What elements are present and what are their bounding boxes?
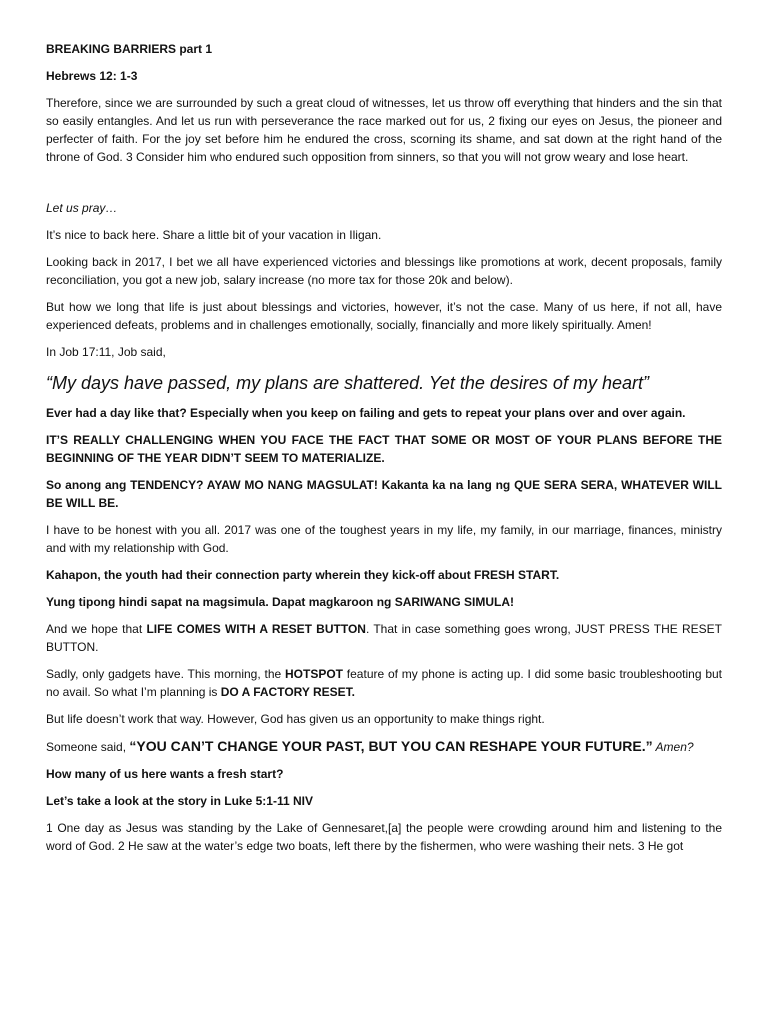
sadly-text-1: Sadly, only gadgets have. This morning, the [46,667,285,681]
someone-quote: “YOU CAN’T CHANGE YOUR PAST, BUT YOU CAN RESHAPE YOUR FUTURE.” [129,738,653,754]
reset-text-4: JUST PRESS THE RESET BUTTON. [46,622,723,654]
sadly-text-4: DO A FACTORY RESET. [220,685,356,699]
paragraph-kahapon: Kahapon, the youth had their connection party wherein they kick-off about FRESH START. [46,568,560,582]
paragraph-ever: Ever had a day like that? Especially when you keep on failing and gets to repeat your plans over and over again. [46,406,686,420]
paragraph-how-many: How many of us here wants a fresh start? [46,767,284,781]
sadly-text-3: feature of my phone is acting up. I did some basic troubleshooting but no avail. So what I’m planning is [46,667,722,699]
spacer [46,175,722,199]
prayer-line: Let us pray… [46,201,118,215]
document-title: BREAKING BARRIERS part 1 [46,42,213,56]
someone-amen: Amen? [652,740,694,754]
someone-text-1: Someone said, [46,740,130,754]
reset-text-2: LIFE COMES WITH A RESET BUTTON [146,622,366,636]
paragraph-someone [46,737,722,756]
paragraph-honest: I have to be honest with you all. 2017 was one of the toughest years in my life, my family, in our marriage, finances, ministry and with my relationship with God. [46,523,722,555]
paragraph-nice: It’s nice to back here. Share a little bit of your vacation in Iligan. [46,228,382,242]
reset-text-1: And we hope that [46,622,147,636]
paragraph-sadly [46,665,722,701]
scripture-reference: Hebrews 12: 1-3 [46,69,138,83]
paragraph-life: But life doesn’t work that way. However, God has given us an opportunity to make things right. [46,712,545,726]
paragraph-job: In Job 17:11, Job said, [46,345,166,359]
paragraph-reset [46,620,722,656]
scripture-text: Therefore, since we are surrounded by such a great cloud of witnesses, let us throw off everything that hinders and the sin that so easily entangles. And let us run with perseverance the race marked out for us, 2 fixing our eyes on Jesus, the pioneer and perfecter of faith. For the joy set before him he endured the cross, scorning its shame, and sat down at the right hand of the throne of God. 3 Consider him who endured such opposition from sinners, so that you will not grow weary and lose heart. [46,96,722,164]
paragraph-tendency: So anong ang TENDENCY? AYAW MO NANG MAGSULAT! Kakanta ka na lang ng QUE SERA SERA, WHATEVER WILL BE WILL BE. [46,478,722,510]
paragraph-luke: Let’s take a look at the story in Luke 5:1-11 NIV [46,794,313,808]
paragraph-luke-text: 1 One day as Jesus was standing by the Lake of Gennesaret,[a] the people were crowding around him and listening to the word of God. 2 He saw at the water’s edge two boats, left there by the fishermen, who were washing their nets. 3 He got [46,821,722,853]
paragraph-really-challenging: IT’S REALLY CHALLENGING WHEN YOU FACE THE FACT THAT SOME OR MOST OF YOUR PLANS BEFORE THE BEGINNING OF THE YEAR DIDN’T SEEM TO MATERIALIZE. [46,433,722,465]
paragraph-yung: Yung tipong hindi sapat na magsimula. Dapat magkaroon ng SARIWANG SIMULA! [46,595,515,609]
reset-text-3: . That in case something goes wrong, [365,622,575,636]
paragraph-looking-back: Looking back in 2017, I bet we all have experienced victories and blessings like promotions at work, decent proposals, family reconciliation, you got a new job, salary increase (no more tax for those 20k and below). [46,255,722,287]
job-quote: “My days have passed, my plans are shattered. Yet the desires of my heart” [46,373,649,393]
paragraph-but: But how we long that life is just about blessings and victories, however, it’s not the case. Many of us here, if not all, have experienced defeats, problems and in challenges emotionally, socially, financially and more likely spiritually. Amen! [46,300,722,332]
sadly-text-2: HOTSPOT [284,667,343,681]
